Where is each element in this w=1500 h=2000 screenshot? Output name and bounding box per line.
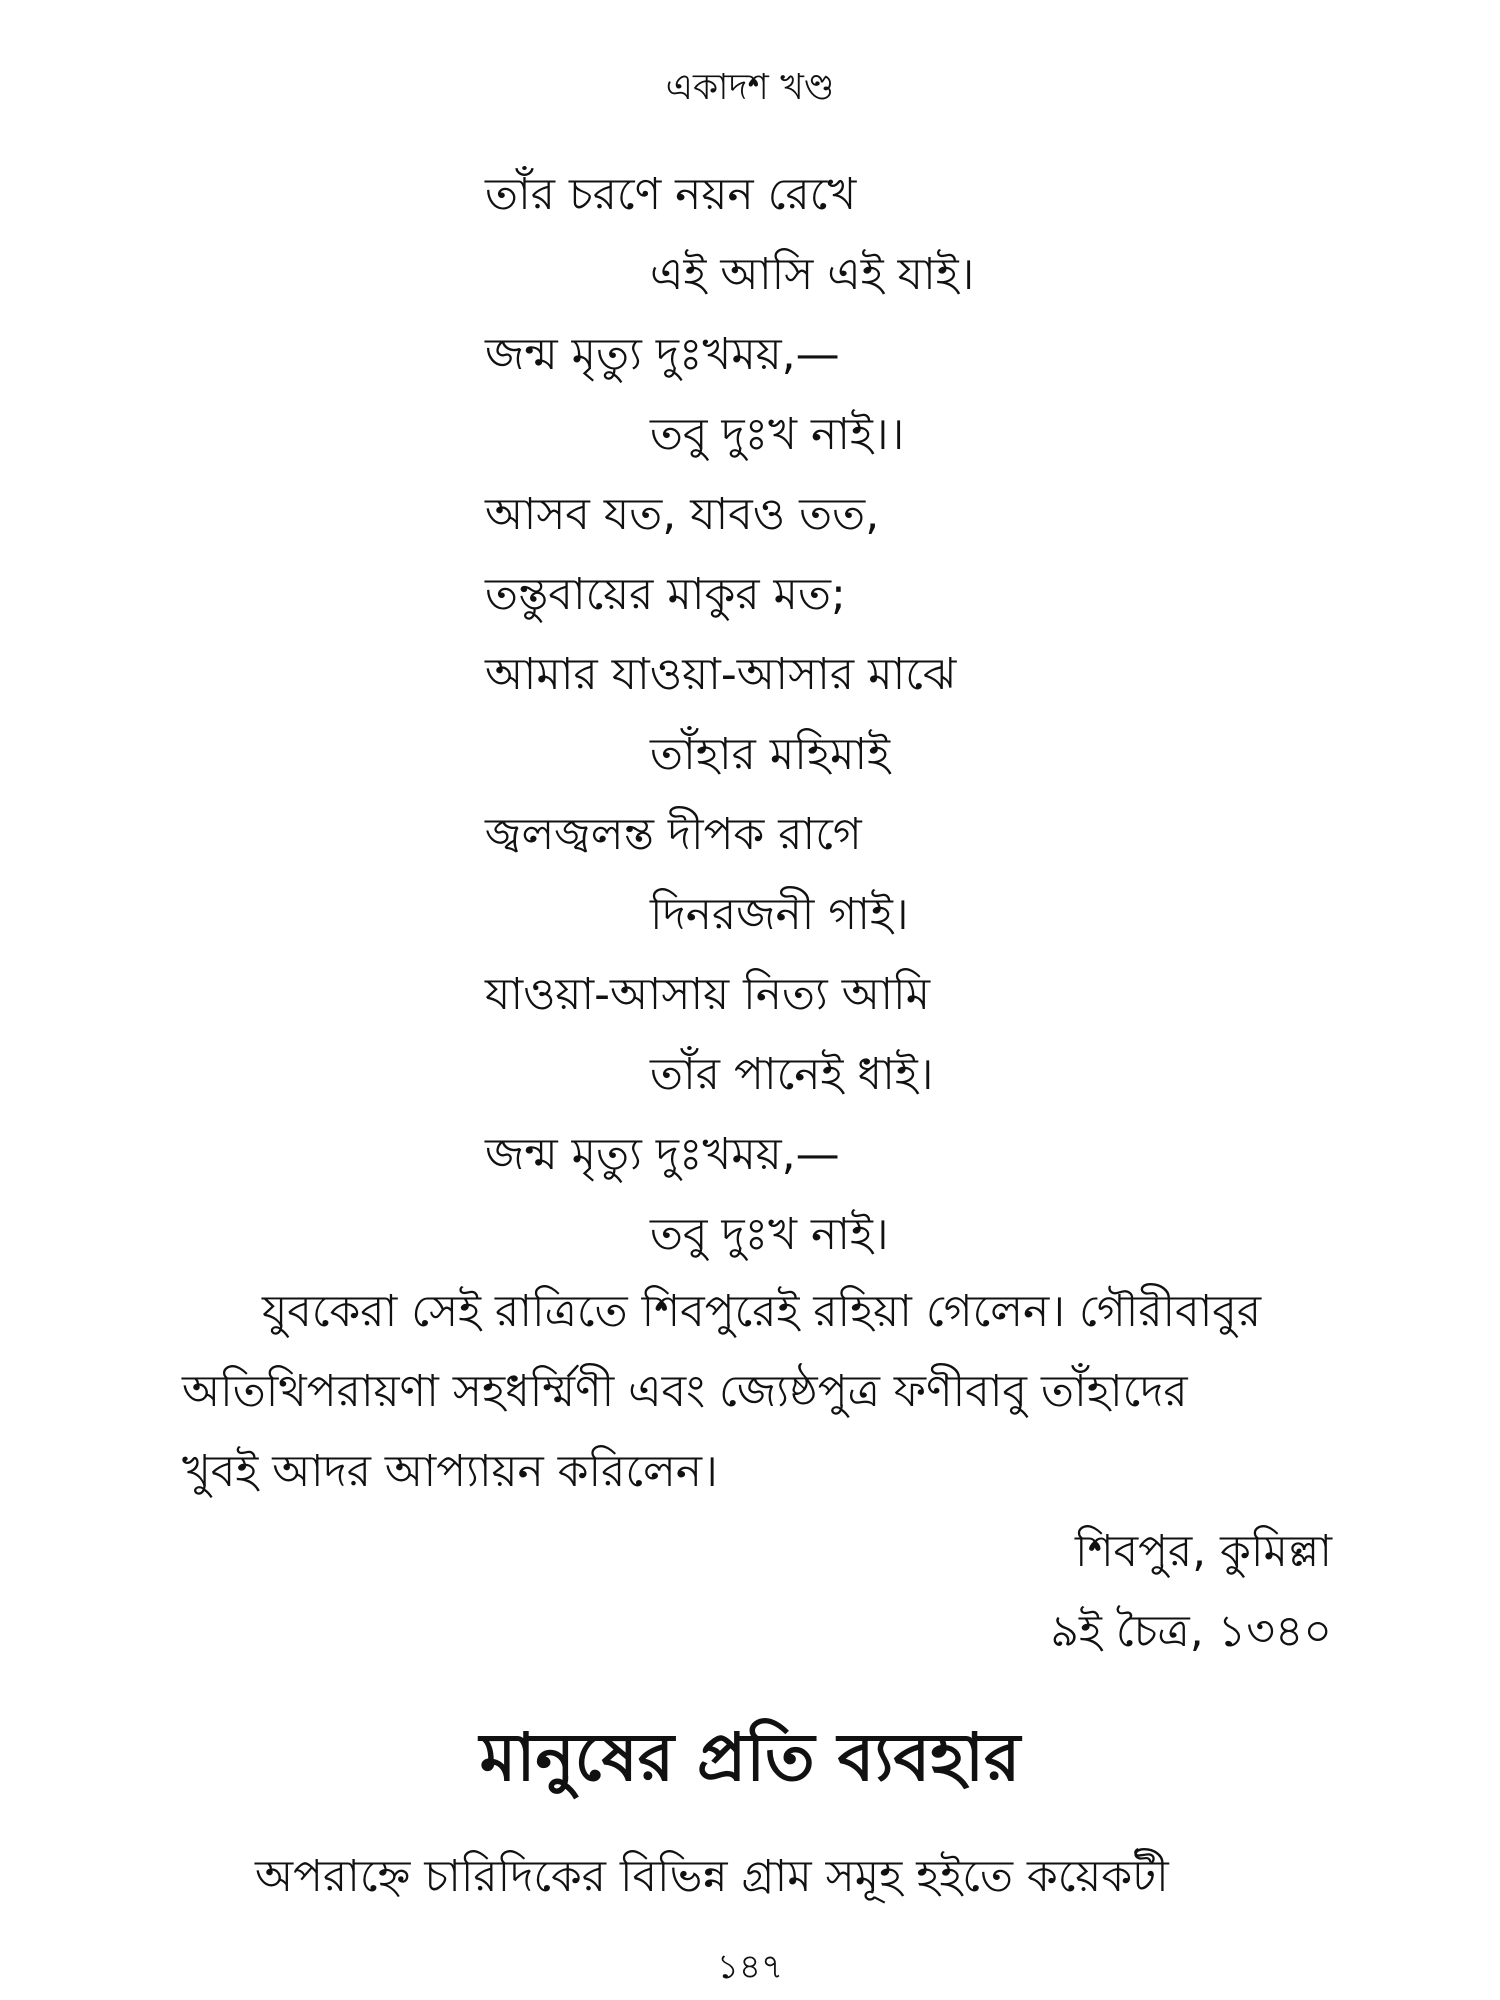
- poem-line: তবু দুঃখ নাই।: [650, 1209, 889, 1260]
- poem-line: তাঁর পানেই ধাই।: [650, 1049, 934, 1100]
- running-head: একাদশ খণ্ড: [665, 67, 835, 108]
- page-number: ১৪৭: [716, 1947, 784, 1987]
- poem-line: এই আসি এই যাই।: [650, 249, 975, 300]
- poem-line: জ্বলজ্বলন্ত দীপক রাগে: [485, 809, 862, 860]
- place-line: শিবপুর, কুমিল্লা: [1074, 1526, 1332, 1577]
- paragraph-line: অতিথিপরায়ণা সহধর্ম্মিণী এবং জ্যেষ্ঠপুত্র ফণীবাবু তাঁহাদের: [182, 1366, 1188, 1417]
- poem-line: তবু দুঃখ নাই।।: [650, 409, 905, 460]
- poem-line: জন্ম মৃত্যু দুঃখময়,—: [485, 329, 840, 380]
- date-line: ৯ই চৈত্র, ১৩৪০: [1050, 1606, 1332, 1657]
- paragraph-line: খুবই আদর আপ্যায়ন করিলেন।: [182, 1446, 718, 1497]
- poem-line: আমার যাওয়া-আসার মাঝে: [485, 649, 957, 700]
- poem-line: তাঁহার মহিমাই: [650, 729, 891, 780]
- section-heading: মানুষের প্রতি ব্যবহার: [479, 1719, 1021, 1796]
- poem-line: তন্তুবায়ের মাকুর মত;: [485, 569, 846, 620]
- poem-line: জন্ম মৃত্যু দুঃখময়,—: [485, 1129, 840, 1180]
- poem-line: তাঁর চরণে নয়ন রেখে: [485, 169, 857, 220]
- poem-line: আসব যত, যাবও তত,: [485, 489, 880, 540]
- poem-line: দিনরজনী গাই।: [650, 889, 909, 940]
- paragraph-line: যুবকেরা সেই রাত্রিতে শিবপুরেই রহিয়া গেলেন। গৌরীবাবুর: [262, 1286, 1262, 1337]
- next-paragraph-start: অপরাহ্নে চারিদিকের বিভিন্ন গ্রাম সমূহ হইতে কয়েকটী: [255, 1851, 1169, 1902]
- poem-line: যাওয়া-আসায় নিত্য আমি: [485, 969, 931, 1020]
